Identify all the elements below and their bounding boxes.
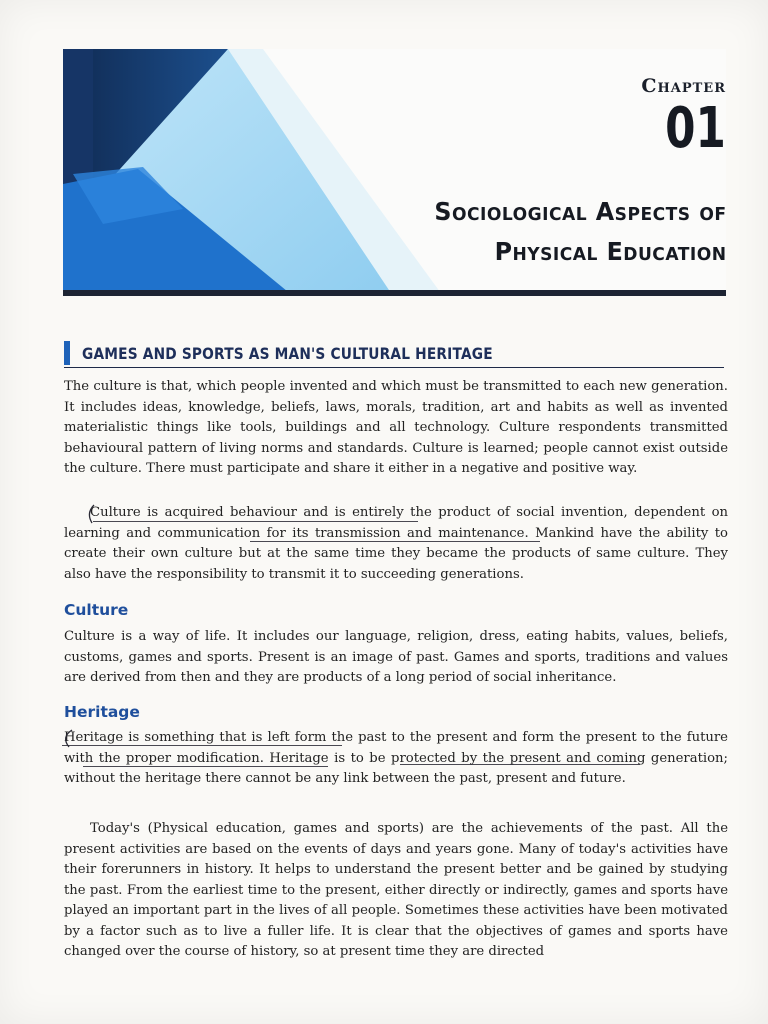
chapter-title-line-2: Physical Education (494, 237, 726, 266)
chapter-label: Chapter (641, 75, 726, 97)
section-heading (64, 339, 724, 368)
pen-bracket-1 (84, 503, 96, 525)
subheading-heritage: Heritage (64, 703, 140, 721)
pen-underline-2 (250, 541, 540, 542)
paragraph-todays-physical-education: Today's (Physical education, games and sports) are the achievements of the past. All the present activities are based on the events of days and years gone. Many of today's activities have their forerunners in history. It helps to understand the present better and be gained by studying the past. From the earliest time to the present, either directly or indirectly, games and sports have played an important part in the lives of all people. Sometimes these activities have been motivated by a factor such as to live a fuller life. It is clear that the objectives of games and sports have changed over the course of history, so at present time they are directed (64, 821, 728, 959)
chapter-title (434, 192, 726, 272)
paragraph-culture: Culture is a way of life. It includes our language, religion, dress, eating habits, values, beliefs, customs, games and sports. Present is an image of past. Games and sports, traditions and values are derived from then and they are products of a long period of social inheritance. (64, 629, 728, 685)
pen-underline-3 (62, 745, 342, 746)
paragraph-heritage: Heritage is something that is left form the past to the present and form the present to the future with the proper modification. Heritage is to be protected by the present and coming generation; without the heritage there cannot be any link between the past, present and future. (64, 730, 728, 786)
pen-underline-4 (83, 766, 328, 767)
pen-underline-5 (400, 764, 640, 765)
chapter-title-line-1: Sociological Aspects of (433, 197, 726, 226)
pen-bracket-2 (60, 727, 74, 749)
paragraph-culture-intro: The culture is that, which people invented and which must be transmitted to each new generation. It includes ideas, knowledge, beliefs, laws, morals, tradition, art and habits as well as invented materialistic things like tools, buildings and all technology. Culture respondents transmitted behavioural pattern of living norms and standards. Culture is learned; people cannot exist outside the culture. There must participate and share it either in a negative and positive way. (64, 379, 728, 476)
banner-rule (63, 290, 726, 296)
pen-underline-1 (93, 521, 418, 522)
section-accent-bar (64, 341, 70, 365)
chapter-number: 01 (665, 96, 726, 161)
section-heading-text: GAMES AND SPORTS AS MAN'S CULTURAL HERITAGE (82, 344, 493, 363)
subheading-culture: Culture (64, 601, 129, 619)
chapter-banner (63, 49, 726, 296)
paragraph-acquired-behaviour: Culture is acquired behaviour and is entirely the product of social invention, dependent on learning and communication for its transmission and maintenance. Mankind have the ability to create their own culture but at the same time they became the products of same culture. They also have the responsibility to transmit it to succeeding generations. (64, 505, 728, 582)
